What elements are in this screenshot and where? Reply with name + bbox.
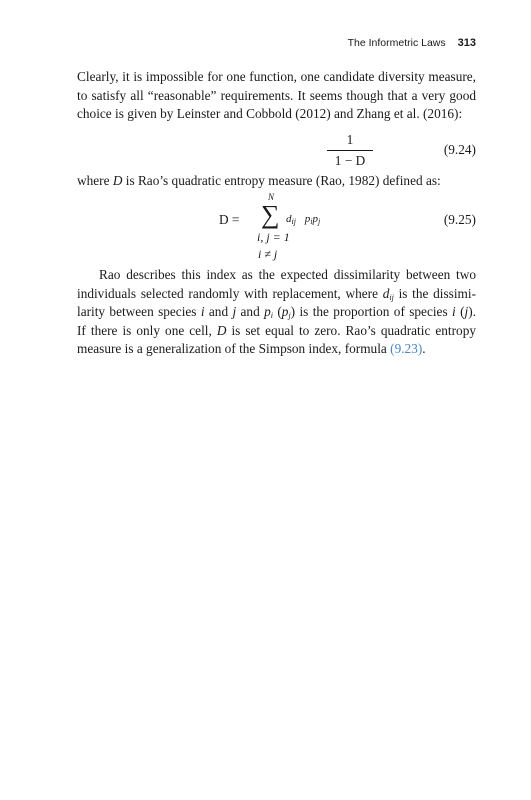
paragraph-rao xyxy=(77,266,476,359)
variable-D: D xyxy=(112,173,123,188)
summation-symbol: ∑ xyxy=(261,200,280,229)
fraction-numerator: 1 xyxy=(346,132,354,147)
text-run: is Rao’s quadratic entropy measure (Rao, 1982) defined as: xyxy=(122,173,441,188)
paragraph-intro xyxy=(77,68,476,124)
text-run: where xyxy=(77,173,113,188)
text-line: Clearly, it is impossible for one function, one candidate diversity measure, xyxy=(77,69,476,84)
text-line xyxy=(77,340,476,359)
sum-lower-limit: i, j = 1 xyxy=(257,230,290,244)
text-run: larity between species xyxy=(77,304,201,320)
text-line xyxy=(77,172,476,191)
formula-reference-link[interactable]: (9.23) xyxy=(390,341,423,357)
equation-9-24 xyxy=(77,132,476,168)
fraction-bar xyxy=(327,150,373,151)
text-run: is the proportion of species xyxy=(295,304,452,320)
text-line: choice is given by Leinster and Cobbold (2012) and Zhang et al. (2016): xyxy=(77,106,463,122)
text-line: larity between species i and j and $p_i$ $(p_j)$ is the proportion of species i (j). xyxy=(77,304,476,321)
running-title: The Informetric Laws xyxy=(347,37,446,49)
sum-upper-limit: N xyxy=(268,192,275,202)
text-run: individuals selected randomly with replacement, where xyxy=(77,285,383,301)
fraction xyxy=(327,132,373,169)
equation-9-25 xyxy=(77,192,476,261)
sum-condition: i ≠ j xyxy=(258,247,278,261)
text-line: Rao describes this index as the expected dissimilarity between two xyxy=(99,267,476,282)
text-run: and xyxy=(204,304,233,320)
fraction-denominator: 1 − D xyxy=(334,153,366,168)
text-line: to satisfy all “reasonable” requirements. It seems though that a very good xyxy=(77,87,476,103)
text-run: is set equal to zero. Rao’s quadratic entropy xyxy=(226,322,476,338)
text-run: If there is only one cell, xyxy=(77,322,217,338)
equation-number: (9.25) xyxy=(443,212,476,227)
equation-lhs: D = xyxy=(219,212,240,227)
text-line: If there is only one cell, D is set equal to zero. Rao’s quadratic entropy xyxy=(77,322,476,338)
text-run: is the dissimi- xyxy=(393,285,477,301)
running-header xyxy=(348,37,476,49)
paragraph-definition xyxy=(77,172,476,191)
text-line: individuals selected randomly with replacement, where $d_{ij}$ is the dissimi- xyxy=(77,285,477,302)
text-run: measure is a generalization of the Simpson index, formula xyxy=(77,341,391,357)
text-run: and xyxy=(236,304,265,320)
page-number: 313 xyxy=(457,37,476,49)
equation-number: (9.24) xyxy=(443,142,476,157)
text-run: . xyxy=(422,341,426,357)
summation-terms: $d_{ij}$ $p_ip_j$ xyxy=(286,213,321,226)
